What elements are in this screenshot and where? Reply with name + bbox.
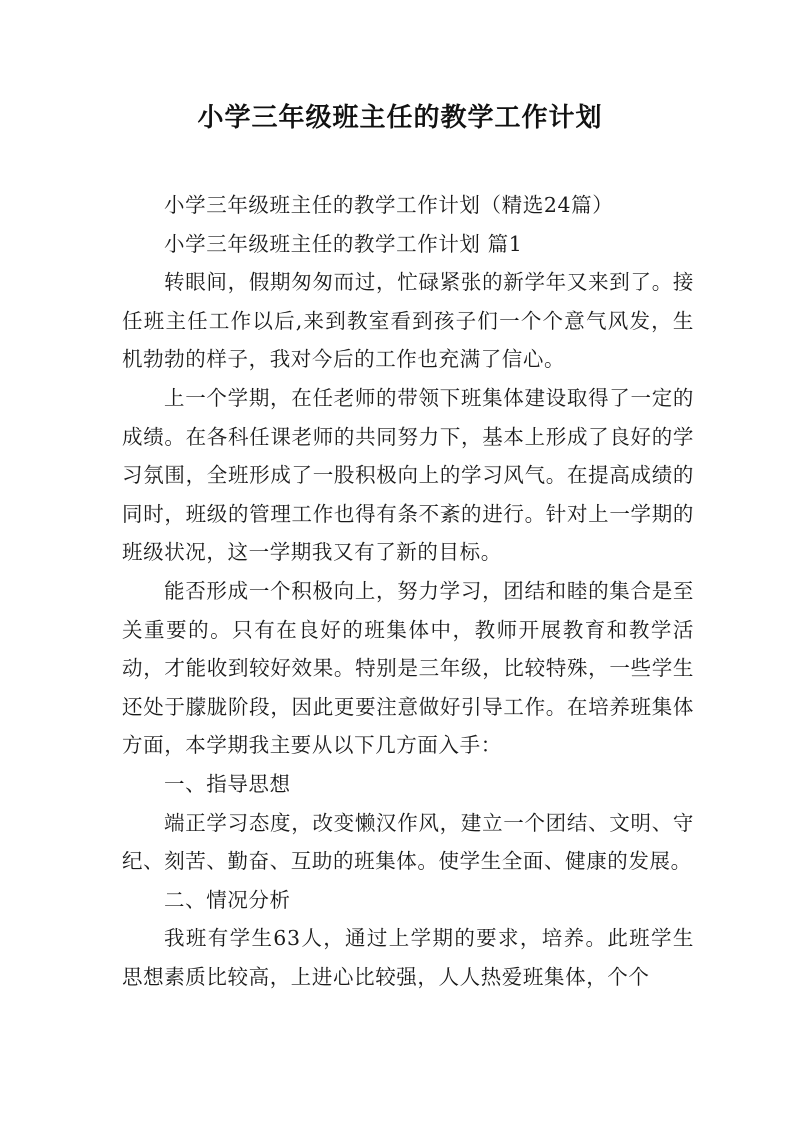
document-body bbox=[122, 186, 694, 996]
paragraph: 我班有学生63人，通过上学期的要求，培养。此班学生思想素质比较高，上进心比较强，人人热爱班集体，个个 bbox=[122, 926, 694, 989]
paragraph: 转眼间，假期匆匆而过，忙碌紧张的新学年又来到了。接任班主任工作以后,来到教室看到孩子们一个个意气风发，生机勃勃的样子，我对今后的工作也充满了信心。 bbox=[122, 270, 694, 372]
heading-situation-analysis: 二、情况分析 bbox=[164, 887, 291, 912]
document-title: 小学三年级班主任的教学工作计划 bbox=[197, 103, 603, 133]
paragraph: 端正学习态度，改变懒汉作风，建立一个团结、文明、守纪、刻苦、勤奋、互助的班集体。使学生全面、健康的发展。 bbox=[122, 810, 694, 874]
paragraph: 能否形成一个积极向上，努力学习，团结和睦的集合是至关重要的。只有在良好的班集体中，教师开展教育和教学活动，才能收到较好效果。特别是三年级，比较特殊，一些学生还处于朦胧阶段，因此更要注意做好引导工作。在培养班集体方面，本学期我主要从以下几方面入手： bbox=[122, 578, 694, 758]
paragraph-section-heading: 小学三年级班主任的教学工作计划 篇1 bbox=[164, 231, 523, 256]
paragraph-subtitle: 小学三年级班主任的教学工作计划（精选24篇） bbox=[164, 193, 614, 217]
paragraph: 上一个学期，在任老师的带领下班集体建设取得了一定的成绩。在各科任课老师的共同努力下，基本上形成了良好的学习氛围，全班形成了一股积极向上的学习风气。在提高成绩的同时，班级的管理工作也得有条不紊的进行。针对上一学期的班级状况，这一学期我又有了新的目标。 bbox=[122, 385, 694, 565]
heading-guiding-ideas: 一、指导思想 bbox=[164, 771, 291, 796]
